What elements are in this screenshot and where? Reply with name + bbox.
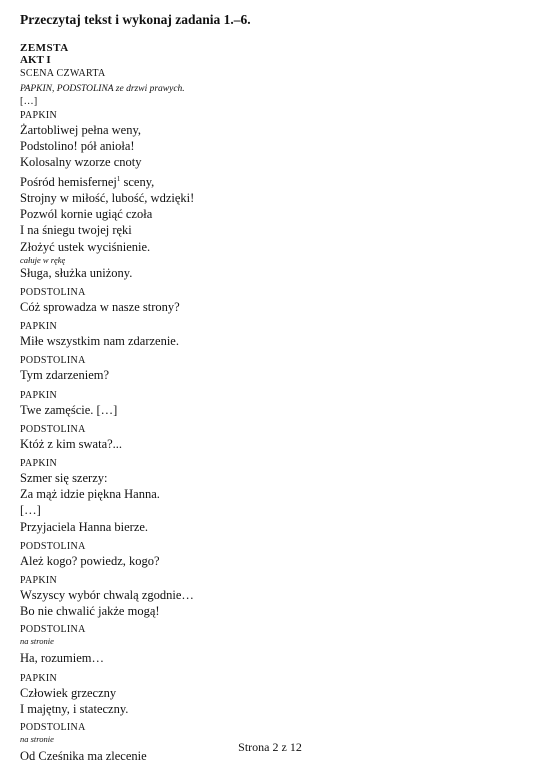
verse-line: Od Cześnika ma zlecenie: [20, 749, 147, 764]
verse-line: Ha, rozumiem…: [20, 651, 105, 666]
verse-line: Podstolino! pół anioła!: [20, 139, 135, 154]
task-instruction: Przeczytaj tekst i wykonaj zadania 1.–6.: [20, 12, 251, 27]
verse-line: Cóż sprowadza w nasze strony?: [20, 299, 180, 314]
verse-line: I na śniegu twojej ręki: [20, 223, 132, 238]
speaker-podstolina: PODSTOLINA: [20, 722, 86, 734]
stage-note: na stronie: [20, 734, 54, 745]
verse-line: Pozwól kornie ugiąć czoła: [20, 207, 153, 222]
speaker-papkin: PAPKIN: [20, 575, 58, 587]
speaker-podstolina: PODSTOLINA: [20, 286, 86, 298]
play-excerpt: [20, 42, 520, 764]
speaker-papkin: PAPKIN: [20, 458, 58, 469]
speaker-papkin: PAPKIN: [20, 321, 58, 333]
page-number: Strona 2 z 12: [238, 740, 302, 754]
verse-line: Człowiek grzeczny: [20, 685, 117, 700]
verse-line: Wszyscy wybór chwalą zgodnie…: [20, 588, 194, 603]
speaker-papkin: PAPKIN: [20, 110, 58, 121]
speaker-podstolina: PODSTOLINA: [20, 423, 86, 435]
play-title: ZEMSTA: [20, 42, 69, 54]
verse-line: Żartobliwej pełna weny,: [20, 123, 142, 137]
verse-line: Za mąż idzie piękna Hanna.: [20, 487, 160, 502]
omission-mark: […]: [20, 96, 38, 107]
stage-direction: PAPKIN, PODSTOLINA ze drzwi prawych.: [20, 84, 185, 94]
verse-line: Któż z kim swata?...: [20, 436, 123, 451]
verse-line: [20, 171, 520, 190]
verse-line: Szmer się szerzy:: [20, 471, 108, 485]
verse-line: Strojny w miłość, lubość, wdzięki!: [20, 190, 195, 205]
speaker-papkin: PAPKIN: [20, 672, 58, 684]
verse-line: Sługa, służka uniżony.: [20, 265, 133, 280]
footnote-mark: 1: [116, 174, 121, 183]
verse-line: Miłe wszystkim nam zdarzenie.: [20, 334, 179, 349]
verse-text: Pośród hemisfernej: [20, 174, 117, 189]
stage-note: na stronie: [20, 636, 54, 647]
speaker-podstolina: PODSTOLINA: [20, 540, 86, 552]
verse-line: […]: [20, 503, 41, 518]
speaker-podstolina: PODSTOLINA: [20, 624, 86, 636]
verse-text: sceny,: [120, 174, 155, 189]
verse-line: I majętny, i stateczny.: [20, 701, 129, 716]
verse-line: Twe zamęście. […]: [20, 402, 118, 417]
act-heading: AKT I: [20, 54, 51, 66]
speaker-papkin: PAPKIN: [20, 389, 58, 401]
stage-note: całuje w rękę: [20, 254, 66, 265]
verse-line: Tym zdarzeniem?: [20, 368, 110, 383]
verse-line: Złożyć ustek wyciśnienie.: [20, 239, 151, 254]
verse-line: Kolosalny wzorze cnoty: [20, 155, 142, 170]
verse-line: Przyjaciela Hanna bierze.: [20, 519, 149, 534]
speaker-podstolina: PODSTOLINA: [20, 355, 86, 367]
verse-line: Bo nie chwalić jakże mogą!: [20, 604, 160, 619]
scene-heading: SCENA CZWARTA: [20, 68, 106, 79]
verse-line: Ależ kogo? powiedz, kogo?: [20, 553, 160, 568]
